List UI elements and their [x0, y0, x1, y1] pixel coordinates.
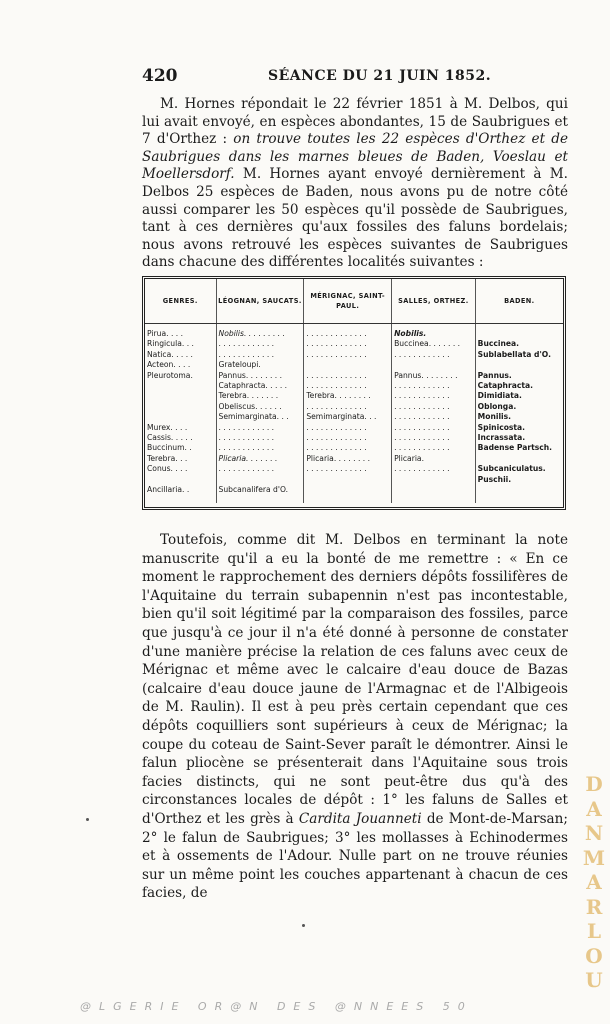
table-cell: . . . . . . . . . . . . — [392, 412, 476, 422]
paragraph-text: Toutefois, comme dit M. Delbos en terminant la note manuscrite qu'il a eu la bonté de me remettre : « En ce moment le rapprochement des derniers dépôts fossilifères de l'Aquitaine du terrain subapennin n'est pas incontestable, bien qu'il soit légitimé par la comparaison des fossiles, parce que jusqu'à ce jour il n'a été donné à personne de constater d'une manière précise la relation de ces faluns avec ceux de Mérignac et même avec le calcaire d'eau douce de Bazas (calcaire d'eau douce jaune de l'Armagnac et de l'Albigeois de M. Raulin). Il est à peu près certain cependant que ces dépôts coquilliers sont supérieurs à ceux de Mérignac; la coupe du coteau de Saint-Sever paraît le démontrer. Ainsi le falun pliocène se présenterait dans l'Aquitaine sous trois facies distincts, qui ne sont peut-être dus qu'à des circonstances locales de dépôt : 1° les faluns de Salles et d'Orthez et les grès à — [142, 532, 568, 827]
table-cell: Pannus. — [477, 370, 512, 380]
table-cell: . . . . . . . . . . . . . — [304, 443, 392, 453]
side-watermark — [582, 772, 606, 993]
table-cell: Badense Partsch. — [477, 443, 553, 453]
table-cell — [145, 381, 216, 391]
table-cell — [145, 391, 216, 401]
table-header-cell: GENRES. — [145, 279, 216, 324]
table-cell: . . . . . . . . . . . . — [216, 423, 304, 433]
bottom-watermark: @LGERIE OR@N DES @NNEES 50 — [80, 1000, 473, 1013]
table-cell: Pleurotoma. — [145, 371, 216, 381]
table-row — [145, 443, 563, 453]
table-cell — [475, 485, 563, 503]
table-row — [145, 329, 563, 339]
table-cell: Buccinum. . — [145, 443, 216, 453]
watermark-letter: A — [586, 796, 602, 821]
table-row — [145, 423, 563, 433]
table-row — [145, 454, 563, 464]
watermark-letter: O — [585, 943, 603, 968]
table-cell — [392, 485, 476, 503]
page-header — [142, 66, 568, 86]
table-cell: Plicaria. . . . . . . . — [304, 454, 392, 464]
watermark-letter: U — [585, 968, 603, 992]
table-cell: Pirua. . . . — [145, 329, 216, 339]
table-cell: . . . . . . . . . . . . . — [304, 350, 392, 360]
table-header-row — [145, 279, 563, 324]
species-table-frame — [142, 276, 566, 510]
table-cell: . . . . . . . . . . . . — [392, 350, 476, 360]
table-cell: . . . . . . . . . . . . — [216, 339, 304, 349]
table-cell: . . . . . . . . . . . . — [216, 443, 304, 453]
table-row — [145, 371, 563, 381]
table-cell: . . . . . . . . . . . . — [392, 402, 476, 412]
paragraph-species-name: Cardita Jouanneti — [298, 810, 422, 827]
table-row — [145, 412, 563, 422]
watermark-letter: R — [585, 894, 603, 919]
table-cell — [304, 475, 392, 485]
table-row — [145, 381, 563, 391]
running-head: SÉANCE DU 21 JUIN 1852. — [268, 68, 492, 84]
table-cell: Cassis. . . . . — [145, 433, 216, 443]
paragraph-quote: on trouve toutes les 22 espèces d'Orthez et de Saubrigues dans les marnes bleues de Baden, Voeslau et Moellersdorf. — [142, 131, 568, 183]
table-cell: . . . . . . . . . . . . — [392, 381, 476, 391]
table-cell: Buccinea. . . . . . . — [392, 339, 476, 349]
table-cell — [304, 360, 392, 370]
table-cell — [392, 360, 476, 370]
table-header-cell: SALLES, ORTHEZ. — [392, 279, 476, 324]
table-cell: Buccinea. — [477, 339, 520, 349]
table-cell: Pannus. . . . . . . . — [392, 371, 476, 381]
table-cell: Semimarginata. . . — [304, 412, 392, 422]
table-row — [145, 391, 563, 401]
table-cell: . . . . . . . . . . . . . — [304, 329, 392, 339]
watermark-letter: A — [586, 870, 602, 894]
table-cell: Subcanalifera d'O. — [216, 485, 304, 503]
table-row — [145, 350, 563, 360]
table-cell: . . . . . . . . . . . . — [392, 391, 476, 401]
table-cell — [145, 402, 216, 412]
table-cell — [475, 360, 563, 370]
paragraph-text: M. Hornes répondait le 22 février 1851 à M. Delbos, qui lui avait envoyé, en espèces abondantes, 15 de Saubrigues et 7 d'Orthez : — [142, 96, 568, 148]
table-cell: Semimarginata. . . — [216, 412, 304, 422]
table-cell: . . . . . . . . . . . . — [216, 464, 304, 474]
table-cell — [304, 485, 392, 503]
table-cell: . . . . . . . . . . . . — [216, 433, 304, 443]
table-cell: Monilis. — [477, 412, 512, 422]
table-cell: Acteon. . . . — [145, 360, 216, 370]
table-cell: Grateloupi. — [216, 360, 304, 370]
table-cell: Puschii. — [477, 474, 512, 484]
table-row — [145, 475, 563, 485]
table-cell: Spinicosta. — [477, 422, 526, 432]
table-cell: Murex. . . . — [145, 423, 216, 433]
table-body — [145, 324, 563, 504]
table-cell: Sublabellata d'O. — [477, 349, 551, 359]
table-row — [145, 485, 563, 503]
watermark-letter: D — [585, 772, 603, 796]
watermark-letter: L — [586, 919, 602, 943]
table-cell: . . . . . . . . . . . . . — [304, 423, 392, 433]
species-comparison-table — [145, 279, 563, 503]
table-cell: Dimidiata. — [477, 391, 522, 401]
table-cell: Subcaniculatus. — [477, 464, 546, 474]
table-cell: Ringicula. . . — [145, 339, 216, 349]
watermark-letter: M — [582, 845, 606, 870]
table-cell — [475, 454, 563, 464]
table-cell: Plicaria. — [392, 454, 476, 464]
table-cell: Nobilis. — [392, 329, 476, 339]
table-cell: Natica. . . . . — [145, 350, 216, 360]
table-row — [145, 360, 563, 370]
table-cell: Cataphracta. . . . . — [216, 381, 304, 391]
page-number: 420 — [142, 66, 178, 86]
table-cell: . . . . . . . . . . . . . — [304, 464, 392, 474]
paragraph-delbos — [142, 531, 568, 903]
table-cell: . . . . . . . . . . . . — [392, 443, 476, 453]
table-cell: Nobilis. . . . . . . . . — [216, 329, 304, 339]
table-cell: . . . . . . . . . . . . — [392, 464, 476, 474]
table-header-cell: MÉRIGNAC, SAINT-PAUL. — [304, 279, 392, 324]
table-row — [145, 464, 563, 474]
watermark-letter: N — [584, 821, 604, 845]
paragraph-text: de Mont-de-Marsan; 2° le falun de Saubrigues; 3° les mollasses à Echinodermes et à ossements de l'Adour. Nulle part on ne trouve réunies sur un même point les couches appartenant à chacun de ces facies, de — [142, 810, 568, 902]
table-cell: Ancillaria. . — [145, 485, 216, 503]
table-cell — [475, 329, 563, 339]
table-cell: . . . . . . . . . . . . . — [304, 381, 392, 391]
table-cell: Terebra. . . . . . . . — [304, 391, 392, 401]
table-row — [145, 402, 563, 412]
table-cell: Oblonga. — [477, 401, 517, 411]
table-header-cell: LÉOGNAN, SAUCATS. — [216, 279, 304, 324]
table-cell — [145, 475, 216, 485]
print-speck — [302, 924, 305, 927]
table-header-cell: BADEN. — [475, 279, 563, 324]
print-speck — [86, 818, 89, 821]
table-cell: . . . . . . . . . . . . — [392, 433, 476, 443]
table-cell: . . . . . . . . . . . . . — [304, 339, 392, 349]
table-cell — [145, 412, 216, 422]
table-cell: Pannus. . . . . . . . — [216, 371, 304, 381]
table-cell: Plicaria. . . . . . . — [216, 454, 304, 464]
table-cell: Conus. . . . — [145, 464, 216, 474]
table-cell: . . . . . . . . . . . . — [392, 423, 476, 433]
table-cell: Obeliscus. . . . . . — [216, 402, 304, 412]
paragraph-hornes — [142, 96, 568, 272]
table-cell: . . . . . . . . . . . . . — [304, 402, 392, 412]
table-cell — [392, 475, 476, 485]
table-cell: Terebra. . . . . . . — [216, 391, 304, 401]
table-cell: Cataphracta. — [477, 381, 533, 391]
table-row — [145, 433, 563, 443]
table-cell: . . . . . . . . . . . . . — [304, 433, 392, 443]
table-row — [145, 339, 563, 349]
table-cell: . . . . . . . . . . . . — [216, 350, 304, 360]
table-cell: Terebra. . . — [145, 454, 216, 464]
table-cell: . . . . . . . . . . . . . — [304, 371, 392, 381]
table-cell — [216, 475, 304, 485]
table-cell: Incrassata. — [477, 433, 526, 443]
paragraph-text: M. Hornes ayant envoyé dernièrement à M. Delbos 25 espèces de Baden, nous avons pu de notre côté aussi comparer les 50 espèces qu'il possède de Saubrigues, tant à ces dernières qu'aux fossiles des faluns bordelais; nous avons retrouvé les espèces suivantes de Saubrigues dans chacune des différentes localités suivantes : — [142, 166, 568, 271]
